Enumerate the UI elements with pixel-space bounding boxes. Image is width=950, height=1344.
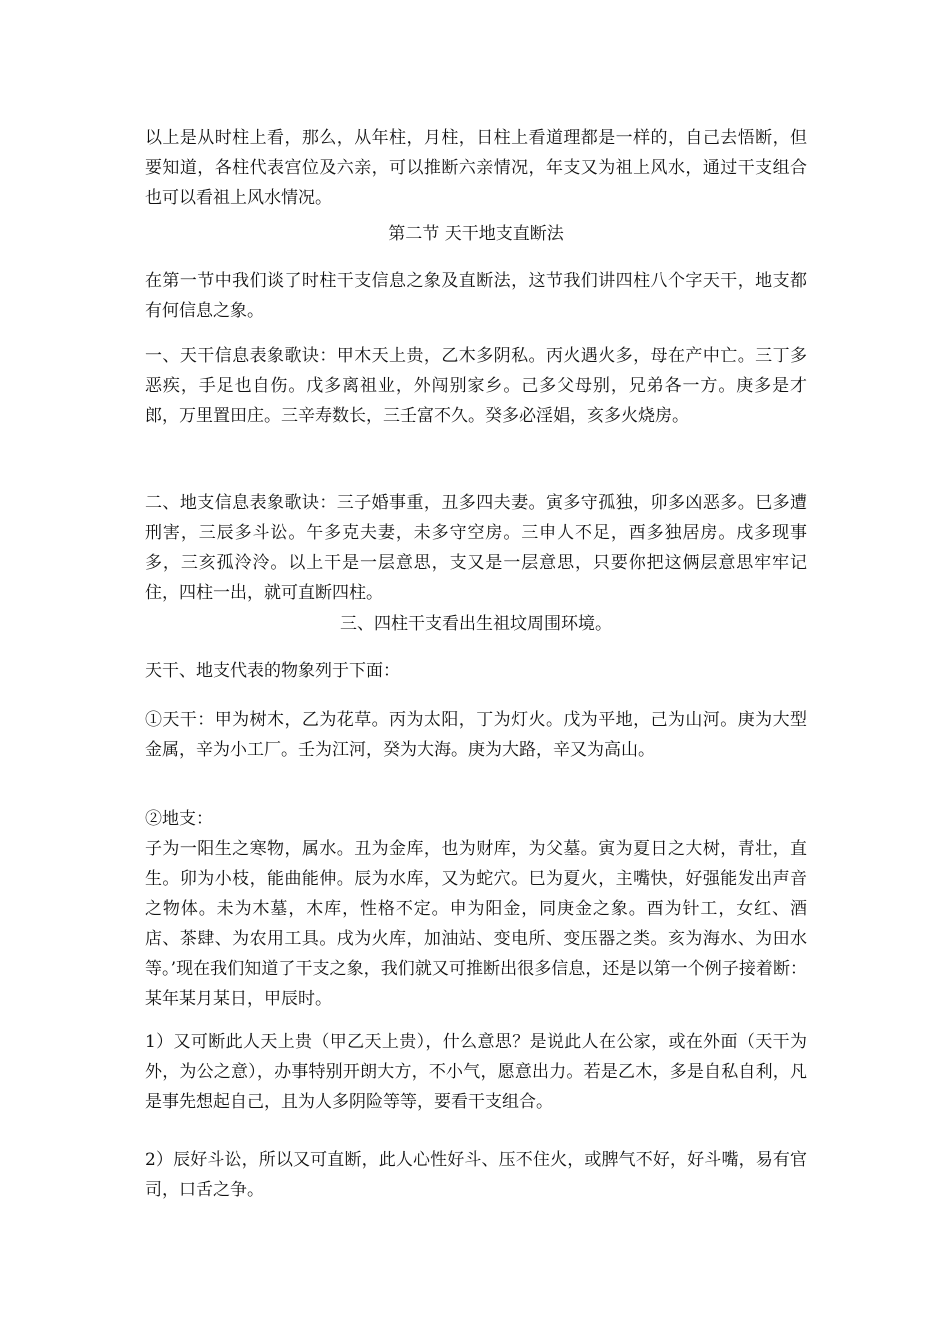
paragraph-dizhi-images: 子为一阳生之寒物，属水。丑为金库，也为财库，为父墓。寅为夏日之大树，青壮，直生。卯为小枝，能曲能伸。辰为水库，又为蛇穴。巳为夏火，主嘴快，好强能发出声音之物体。未为木墓，木库，性格不定。申为阳金，同庚金之象。酉为针工，女红、酒店、茶肆、为农用工具。戌为火库，加油站、变电所、变压器之类。亥为海水、为田水等。’现在我们知道了干支之象，我们就又可推断出很多信息，还是以第一个例子接着断：某年某月某日，甲辰时。 [145,839,807,1009]
paragraph-intro: 在第一节中我们谈了时柱干支信息之象及直断法，这节我们讲四柱八个字天干，地支都有何信息之象。 [145,271,807,321]
paragraph-dizhi-heading: ②地支： [145,809,213,829]
paragraph-summary: 以上是从时柱上看，那么，从年柱，月柱，日柱上看道理都是一样的，自己去悟断，但要知道，各柱代表宫位及六亲，可以推断六亲情况，年支又为祖上风水，通过干支组合也可以看祖上风水情况。 [145,128,807,208]
subsection-title: 三、四柱干支看出生祖坟周围环境。 [340,614,612,634]
paragraph-tiangan-verse: 一、天干信息表象歌诀：甲木天上贵，乙木多阴私。丙火遇火多，母在产中亡。三丁多恶疾，手足也自伤。戊多离祖业，外闯别家乡。己多父母别，兄弟各一方。庚多是才郎，万里置田庄。三辛寿数长，三壬富不久。癸多必淫娼，亥多火烧房。 [145,346,807,426]
paragraph-point-1: 1）又可断此人天上贵（甲乙天上贵），什么意思？是说此人在公家，或在外面（天干为外，为公之意），办事特别开朗大方，不小气，愿意出力。若是乙木，多是自私自利，凡是事先想起自己，且为人多阴险等等，要看干支组合。 [145,1032,807,1112]
paragraph-dizhi-verse: 二、地支信息表象歌诀：三子婚事重，丑多四夫妻。寅多守孤独，卯多凶恶多。巳多遭刑害，三辰多斗讼。午多克夫妻，未多守空房。三申人不足，酉多独居房。戌多现事多，三亥孤泠泠。以上干是一层意思，支又是一层意思，只要你把这俩层意思牢牢记住，四柱一出，就可直断四柱。 [145,493,807,603]
paragraph-tiangan-images: ①天干：甲为树木，乙为花草。丙为太阳，丁为灯火。戊为平地，己为山河。庚为大型金属，辛为小工厂。壬为江河，癸为大海。庚为大路，辛又为高山。 [145,710,807,760]
section-title: 第二节 天干地支直断法 [388,224,564,244]
paragraph-wuxiang-intro: 天干、地支代表的物象列于下面： [145,661,400,681]
paragraph-point-2: 2）辰好斗讼，所以又可直断，此人心性好斗、压不住火，或脾气不好，好斗嘴，易有官司，口舌之争。 [145,1150,807,1200]
